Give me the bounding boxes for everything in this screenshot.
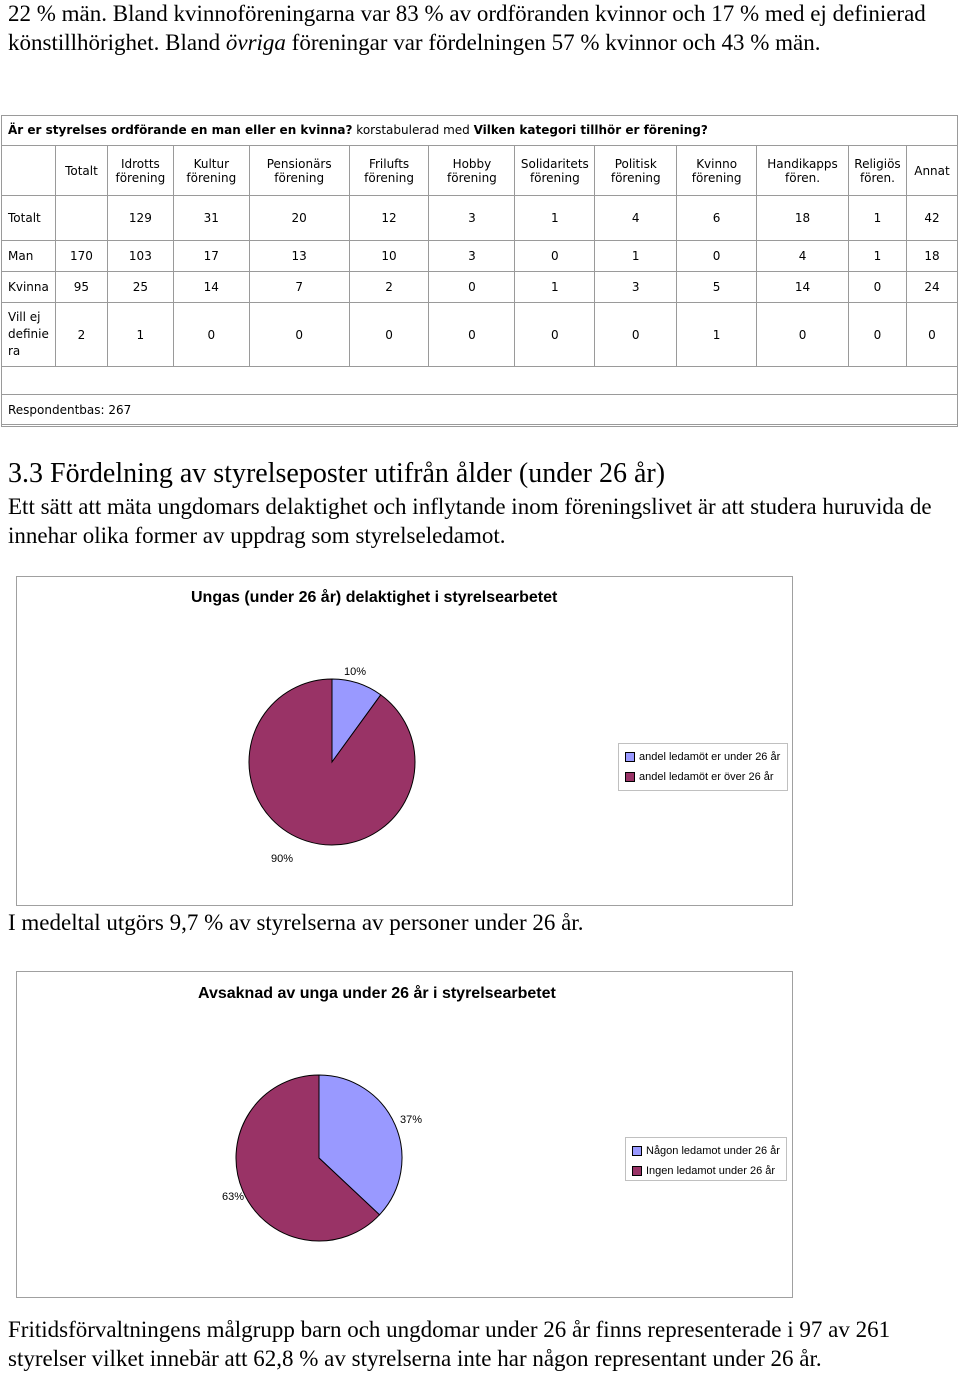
- table-cell: 42: [906, 196, 957, 241]
- column-header: [173, 146, 249, 196]
- legend-item: [625, 747, 781, 767]
- table-cell: 1: [677, 303, 757, 367]
- table-cell: 103: [107, 241, 173, 272]
- table-cell: 170: [55, 241, 107, 272]
- legend-item: [632, 1161, 780, 1181]
- row-label: Totalt: [2, 196, 56, 241]
- table-cell: 95: [55, 272, 107, 303]
- column-header-line-1: Hobby: [452, 156, 492, 171]
- section-text: Ett sätt att mäta ungdomars delaktighet och inflytande inom föreningslivet är att studera huruvida de innehar olika former av uppdrag som styrelseledamot.: [8, 494, 932, 548]
- table-cell: 6: [677, 196, 757, 241]
- column-header: [848, 146, 906, 196]
- column-header-line-1: Kultur: [193, 156, 230, 171]
- table-cell: 0: [848, 272, 906, 303]
- row-label: Vill ej definie ra: [2, 303, 56, 367]
- average-text: I medeltal utgörs 9,7 % av styrelserna av personer under 26 år.: [8, 910, 584, 935]
- column-header-line-1: Pensionärs: [266, 156, 332, 171]
- table-cell: 18: [906, 241, 957, 272]
- column-header: [249, 146, 349, 196]
- table-cell: 1: [848, 241, 906, 272]
- column-header-line-1: Religiös: [854, 156, 901, 171]
- table-cell: 0: [595, 303, 677, 367]
- table-cell: 7: [249, 272, 349, 303]
- column-header-line-2: förening: [529, 170, 580, 185]
- chart-2-value-label-0: 37%: [400, 1114, 423, 1126]
- table-cell: 0: [429, 272, 515, 303]
- table-cell: 31: [173, 196, 249, 241]
- table-cell: 1: [515, 272, 595, 303]
- chart-2-pie: [17, 972, 794, 1299]
- table-cell: 14: [757, 272, 849, 303]
- column-header-line-2: förening: [610, 170, 661, 185]
- chart-1-value-label-0: 10%: [344, 666, 367, 678]
- legend-item: [632, 1141, 780, 1161]
- column-header-line-1: Frilufts: [368, 156, 410, 171]
- column-header: [595, 146, 677, 196]
- column-header-line-2: förening: [186, 170, 237, 185]
- column-header-line-1: Totalt: [65, 163, 98, 178]
- column-header-line-1: Annat: [914, 163, 950, 178]
- table-cell: 2: [55, 303, 107, 367]
- chart-1-value-label-1: 90%: [271, 853, 294, 865]
- intro-part-1: 22 % män. Bland kvinnoföreningarna var 83 % av ordföranden kvinnor och 17 % med ej definierad könstillhörighet. Bland: [8, 1, 926, 55]
- legend-label: Ingen ledamot under 26 år: [646, 1165, 776, 1177]
- legend-label: andel ledamöt er över 26 år: [639, 771, 774, 783]
- crosstab-table: [1, 145, 958, 425]
- table-cell: 1: [848, 196, 906, 241]
- legend-item: [625, 767, 781, 787]
- table-caption: [8, 123, 708, 137]
- caption-question-2: Vilken kategori tillhör er förening?: [473, 123, 708, 137]
- table-cell: 3: [429, 196, 515, 241]
- chart-2: [16, 971, 793, 1298]
- table-cell: 0: [515, 241, 595, 272]
- column-header-line-2: förening: [447, 170, 497, 185]
- table-cell: 0: [249, 303, 349, 367]
- table-cell: 2: [349, 272, 429, 303]
- table-cell: 1: [595, 241, 677, 272]
- table-cell: 129: [107, 196, 173, 241]
- row-label: Kvinna: [2, 272, 56, 303]
- intro-italic: övriga: [225, 30, 286, 55]
- table-cell: 1: [515, 196, 595, 241]
- legend-label: Någon ledamot under 26 år: [646, 1145, 780, 1157]
- table-cell: 1: [107, 303, 173, 367]
- table-cell: 0: [515, 303, 595, 367]
- caption-question-1: Är er styrelses ordförande en man eller en kvinna?: [8, 123, 353, 137]
- column-header: [2, 146, 56, 196]
- chart-1-legend: [618, 743, 788, 791]
- table-cell: 0: [906, 303, 957, 367]
- table-cell: 0: [848, 303, 906, 367]
- footer-cell: [2, 395, 958, 425]
- table-cell: 5: [677, 272, 757, 303]
- blank-row: [2, 367, 958, 395]
- table-cell: 24: [906, 272, 957, 303]
- table-row: [2, 196, 958, 241]
- table-cell: 17: [173, 241, 249, 272]
- caption-connector: korstabulerad med: [352, 123, 474, 137]
- table-cell: 0: [429, 303, 515, 367]
- table-cell: 10: [349, 241, 429, 272]
- table-cell: 0: [349, 303, 429, 367]
- table-cell: 18: [757, 196, 849, 241]
- final-paragraph: Fritidsförvaltningens målgrupp barn och ungdomar under 26 år finns representerade i 97 av 261 styrelser vilket innebär att 62,8 % av styrelserna inte har någon representant under 26 år.: [8, 1317, 891, 1371]
- table-cell: 20: [249, 196, 349, 241]
- column-header: [677, 146, 757, 196]
- column-header-line-1: Solidaritets: [520, 156, 589, 171]
- column-header-line-1: Politisk: [614, 156, 657, 171]
- table-row: [2, 241, 958, 272]
- table-cell: 12: [349, 196, 429, 241]
- section-heading: 3.3 Fördelning av styrelseposter utifrån ålder (under 26 år): [8, 458, 666, 489]
- table-cell: 4: [757, 241, 849, 272]
- chart-2-value-label-1: 63%: [222, 1191, 245, 1203]
- column-header-line-2: förening: [364, 170, 414, 185]
- column-header: [906, 146, 957, 196]
- table-cell: 3: [595, 272, 677, 303]
- legend-swatch: [632, 1146, 642, 1156]
- legend-label: andel ledamöt er under 26 år: [639, 751, 781, 763]
- column-header: [515, 146, 595, 196]
- column-header: [349, 146, 429, 196]
- table-cell: 4: [595, 196, 677, 241]
- table-cell: 0: [173, 303, 249, 367]
- legend-swatch: [625, 772, 635, 782]
- chart-2-title: Avsaknad av unga under 26 år i styrelsearbetet: [198, 985, 556, 1002]
- table-cell: 3: [429, 241, 515, 272]
- chart-1-slice-1: [249, 679, 415, 845]
- chart-1-pie: [17, 577, 794, 907]
- column-header-line-1: Handikapps: [767, 156, 838, 171]
- column-header-line-2: fören.: [785, 170, 821, 185]
- header-row: [2, 146, 958, 196]
- table-cell: [55, 196, 107, 241]
- chart-2-legend: [625, 1137, 787, 1181]
- intro-part-2: föreningar var fördelningen 57 % kvinnor och 43 % män.: [285, 30, 821, 55]
- table-cell: 14: [173, 272, 249, 303]
- chart-1-title: Ungas (under 26 år) delaktighet i styrelsearbetet: [191, 589, 558, 606]
- table-cell: 0: [677, 241, 757, 272]
- table-cell: 13: [249, 241, 349, 272]
- row-label: Man: [2, 241, 56, 272]
- intro-paragraph: [8, 0, 953, 57]
- legend-swatch: [632, 1166, 642, 1176]
- column-header-line-2: förening: [274, 170, 325, 185]
- column-header-line-2: förening: [115, 170, 166, 185]
- table-row: [2, 303, 958, 367]
- table-cell: 25: [107, 272, 173, 303]
- footer-row: [2, 395, 958, 425]
- column-header: [55, 146, 107, 196]
- column-header-line-1: Kvinno: [696, 156, 738, 171]
- column-header-line-1: Idrotts: [120, 156, 160, 171]
- respondent-base: Respondentbas: 267: [8, 403, 132, 417]
- chart-1: [16, 576, 793, 906]
- column-header: [107, 146, 173, 196]
- table-cell: 0: [757, 303, 849, 367]
- column-header: [429, 146, 515, 196]
- column-header-line-2: fören.: [859, 170, 895, 185]
- column-header: [757, 146, 849, 196]
- table-row: [2, 272, 958, 303]
- column-header-line-2: förening: [691, 170, 742, 185]
- legend-swatch: [625, 752, 635, 762]
- blank-cell: [2, 367, 958, 395]
